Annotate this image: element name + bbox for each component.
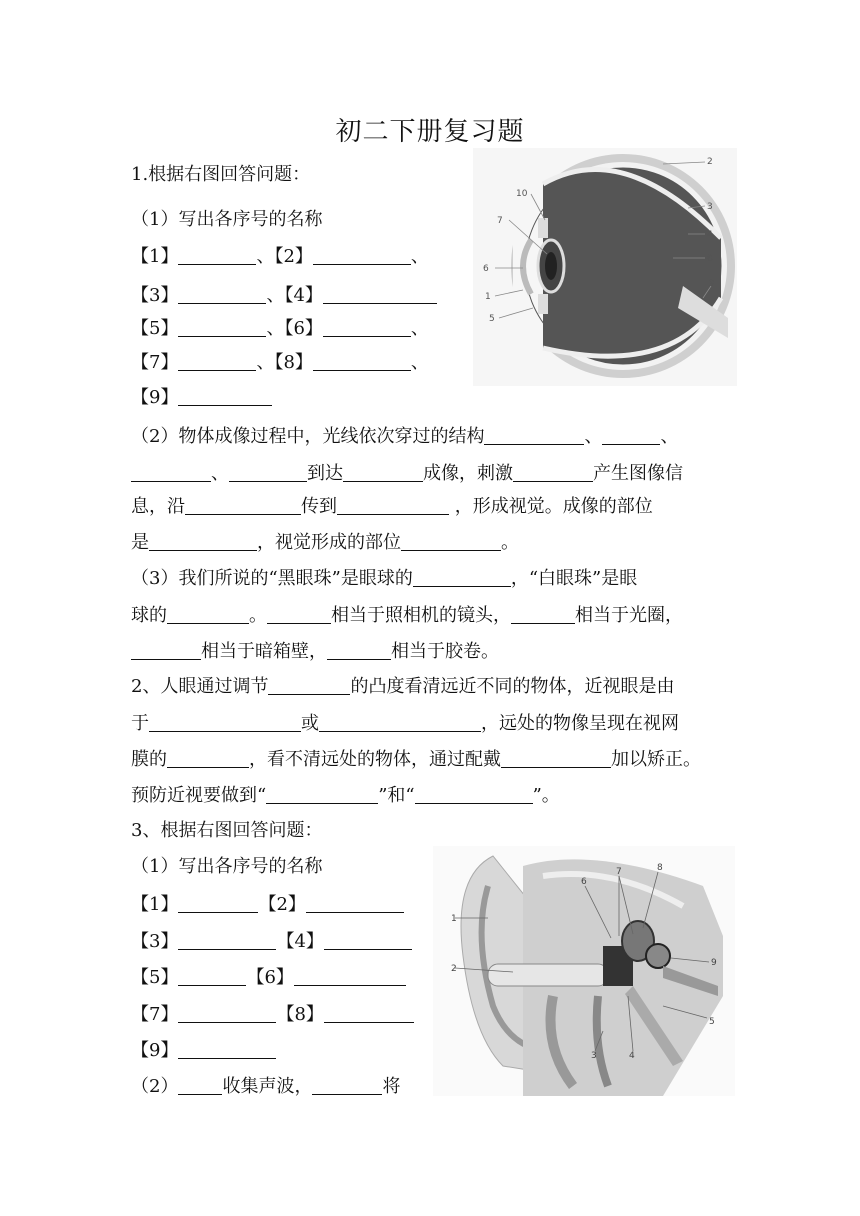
eye-label-9: 9 [709, 279, 715, 289]
blank-2[interactable] [306, 892, 404, 913]
blank[interactable] [149, 530, 257, 551]
q1-sub3-line-2: 球的 。 相当于照相机的镜头， 相当于光圈， [131, 605, 683, 626]
blank-3[interactable] [178, 929, 276, 950]
q3-heading: 3、根据右图回答问题： [131, 820, 323, 841]
blank-8[interactable] [324, 1002, 414, 1023]
blank-7[interactable] [178, 1002, 276, 1023]
ear-label-1: 1 [451, 914, 457, 924]
blank[interactable] [343, 461, 423, 482]
label-3: 【3】 [131, 931, 179, 952]
ear-label-5: 5 [709, 1017, 715, 1027]
blank-7[interactable] [178, 350, 256, 371]
eye-label-2: 2 [707, 157, 713, 167]
label-8: 【8】 [274, 352, 313, 373]
ear-label-3: 3 [591, 1051, 597, 1061]
blank-4[interactable] [323, 283, 437, 304]
ear-label-9: 9 [711, 958, 717, 968]
q1-sub1: （1）写出各序号的名称 [131, 209, 323, 230]
page-title: 初二下册复习题 [335, 117, 525, 147]
blank-6[interactable] [294, 965, 406, 986]
blank-2[interactable] [313, 244, 411, 265]
blank-5[interactable] [178, 965, 246, 986]
q1-row-4: 【7】 、【8】 、 [131, 352, 429, 373]
blank[interactable] [131, 639, 201, 660]
q3-row-3 [131, 965, 406, 990]
label-6: 【6】 [246, 967, 294, 988]
eye-label-1: 1 [485, 292, 491, 302]
blank[interactable] [167, 603, 249, 624]
q1-row-1: 【1】 、【2】 、 [131, 246, 429, 267]
blank[interactable] [337, 494, 449, 515]
q1-row-2: 【3】 、【4】 [131, 283, 437, 308]
q1-row-3: 【5】 、【6】 、 [131, 318, 429, 339]
blank[interactable] [501, 747, 611, 768]
label-6: 【6】 [284, 318, 323, 339]
q2-line-4: 预防近视要做到“ ”和“ ”。 [131, 785, 560, 806]
blank[interactable] [266, 783, 378, 804]
blank[interactable] [415, 783, 533, 804]
eye-label-4: 4 [707, 230, 713, 240]
blank-1[interactable] [178, 244, 256, 265]
eye-label-6: 6 [483, 264, 489, 274]
label-5: 【5】 [131, 318, 179, 339]
q1-sub3-line-3: 相当于暗箱壁， 相当于胶卷。 [131, 639, 499, 664]
label-9: 【9】 [131, 1040, 179, 1061]
q2-line-2: 于 或 ，远处的物像呈现在视网 [131, 713, 679, 734]
blank-4[interactable] [324, 929, 412, 950]
q3-row-1 [131, 892, 404, 917]
q1-heading: 1.根据右图回答问题： [131, 164, 311, 185]
q1-sub2-line-4: 是 ，视觉形成的部位 。 [131, 532, 519, 553]
eye-diagram [473, 148, 737, 386]
eye-label-8: 8 [707, 254, 713, 264]
label-7: 【7】 [131, 352, 179, 373]
blank-3[interactable] [178, 283, 266, 304]
q3-sub1: （1）写出各序号的名称 [131, 856, 323, 877]
blank[interactable] [178, 1074, 222, 1095]
blank[interactable] [413, 566, 511, 587]
label-2: 【2】 [274, 246, 313, 267]
ear-label-2: 2 [451, 964, 457, 974]
ear-label-4: 4 [629, 1051, 635, 1061]
ear-label-7: 7 [616, 867, 622, 877]
label-2: 【2】 [258, 894, 306, 915]
label-5: 【5】 [131, 967, 179, 988]
ear-diagram [433, 846, 735, 1096]
blank[interactable] [267, 603, 331, 624]
blank[interactable] [131, 461, 211, 482]
blank[interactable] [513, 461, 593, 482]
blank-1[interactable] [178, 892, 258, 913]
q3-row-2 [131, 929, 412, 954]
label-4: 【4】 [276, 931, 324, 952]
q1-row-5 [131, 385, 272, 410]
blank[interactable] [268, 674, 350, 695]
ear-label-8: 8 [657, 863, 663, 873]
q1-sub2-line-2: 、 到达 成像，刺激 产生图像信 [131, 461, 731, 486]
label-8: 【8】 [276, 1004, 324, 1025]
q1-sub2-line-3: 息，沿 传到 ，形成视觉。成像的部位 [131, 496, 653, 517]
blank-6[interactable] [323, 316, 411, 337]
blank[interactable] [229, 461, 307, 482]
blank-8[interactable] [313, 350, 411, 371]
blank[interactable] [319, 711, 481, 732]
blank[interactable] [484, 424, 584, 445]
q3-row-5 [131, 1038, 276, 1063]
blank[interactable] [167, 747, 249, 768]
ear-label-6: 6 [581, 877, 587, 887]
label-9: 【9】 [131, 387, 179, 408]
label-4: 【4】 [284, 285, 323, 306]
blank[interactable] [185, 494, 301, 515]
blank[interactable] [401, 530, 501, 551]
label-1: 【1】 [131, 246, 179, 267]
blank[interactable] [511, 603, 575, 624]
eye-label-5: 5 [489, 314, 495, 324]
blank[interactable] [149, 711, 301, 732]
blank[interactable] [312, 1074, 382, 1095]
q3-sub2: （2） 收集声波， 将 [131, 1076, 401, 1097]
blank-5[interactable] [178, 316, 266, 337]
label-3: 【3】 [131, 285, 179, 306]
eye-label-7: 7 [497, 216, 503, 226]
label-7: 【7】 [131, 1004, 179, 1025]
blank-9[interactable] [178, 1038, 276, 1059]
q2-line-3: 膜的 ，看不清远处的物体，通过配戴 加以矫正。 [131, 749, 701, 770]
blank[interactable] [602, 424, 660, 445]
label-1: 【1】 [131, 894, 179, 915]
blank[interactable] [327, 639, 391, 660]
eye-label-10: 10 [516, 189, 528, 199]
eye-label-3: 3 [707, 202, 713, 212]
q3-row-4 [131, 1002, 414, 1027]
blank-9[interactable] [178, 385, 272, 406]
q2-line-1: 2、人眼通过调节 的凸度看清远近不同的物体，近视眼是由 [131, 676, 675, 697]
q1-sub2-line-1: （2）物体成像过程中，光线依次穿过的结构 、 、 [131, 426, 679, 447]
q1-sub3-line-1: （3）我们所说的“黑眼珠”是眼球的 ，“白眼珠”是眼 [131, 568, 638, 589]
